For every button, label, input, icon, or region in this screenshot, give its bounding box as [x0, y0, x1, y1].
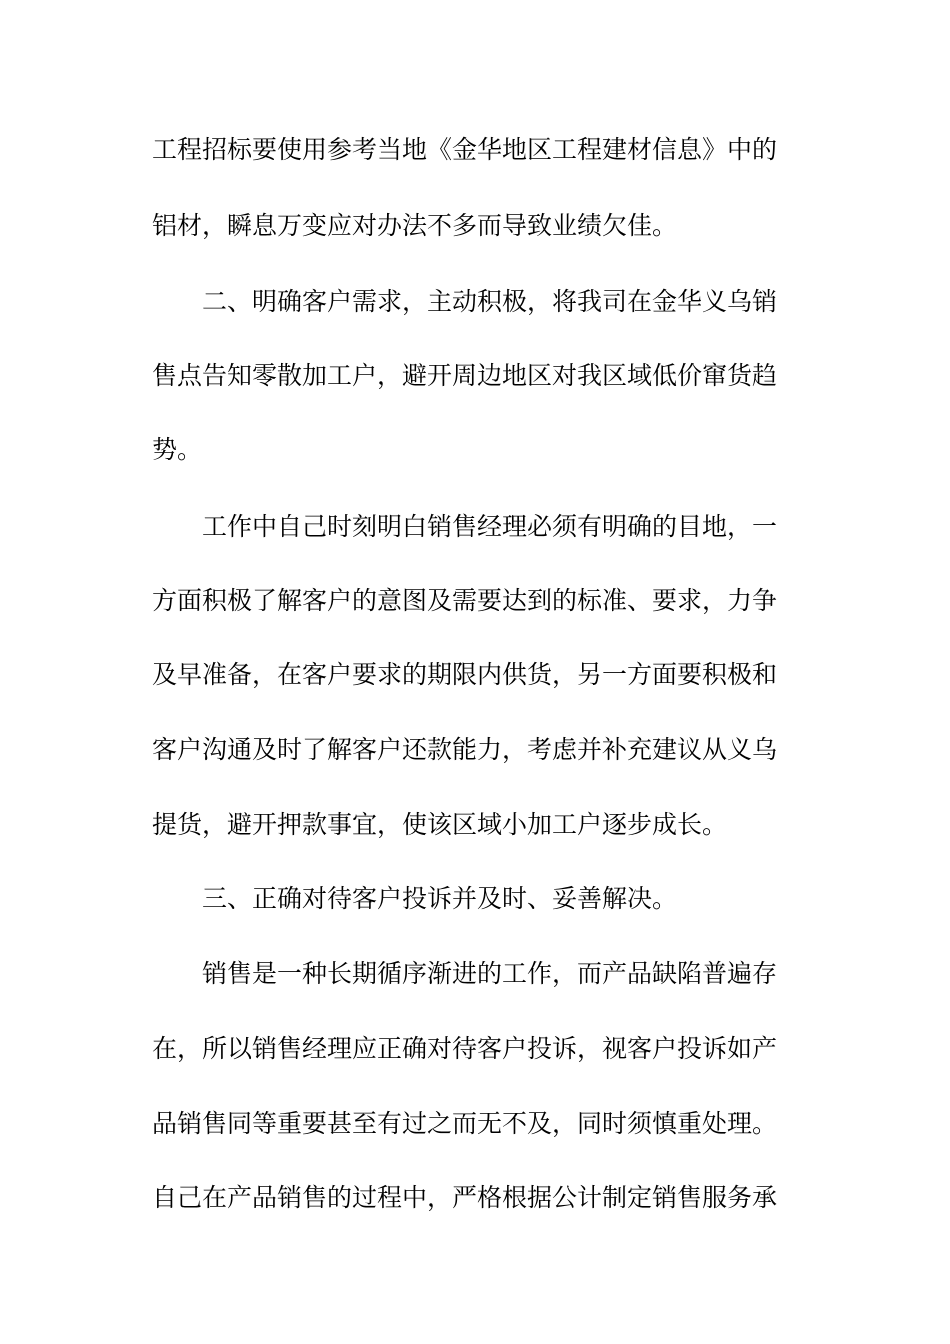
text-line: 品销售同等重要甚至有过之而无不及，同时须慎重处理。	[152, 1109, 778, 1138]
text-line: 方面积极了解客户的意图及需要达到的标准、要求，力争	[152, 586, 778, 615]
text-line: 在，所以销售经理应正确对待客户投诉，视客户投诉如产	[152, 1034, 778, 1063]
paragraph-start: 销售是一种长期循序渐进的工作，而产品缺陷普遍存	[202, 959, 778, 988]
section-heading: 二、明确客户需求，主动积极，将我司在金华义乌销	[202, 287, 778, 316]
text-line: 铝材，瞬息万变应对办法不多而导致业绩欠佳。	[152, 211, 678, 240]
text-line: 工程招标要使用参考当地《金华地区工程建材信息》中的	[152, 135, 778, 164]
section-heading: 三、正确对待客户投诉并及时、妥善解决。	[202, 884, 678, 913]
text-line: 售点告知零散加工户，避开周边地区对我区域低价窜货趋	[152, 361, 778, 390]
paragraph-start: 工作中自己时刻明白销售经理必须有明确的目地，一	[202, 512, 778, 541]
text-line: 势。	[152, 435, 203, 464]
text-line: 及早准备，在客户要求的期限内供货，另一方面要积极和	[152, 660, 778, 689]
text-line: 提货，避开押款事宜，使该区域小加工户逐步成长。	[152, 810, 728, 839]
text-line: 客户沟通及时了解客户还款能力，考虑并补充建议从义乌	[152, 735, 778, 764]
text-line: 自己在产品销售的过程中，严格根据公计制定销售服务承	[152, 1183, 778, 1212]
